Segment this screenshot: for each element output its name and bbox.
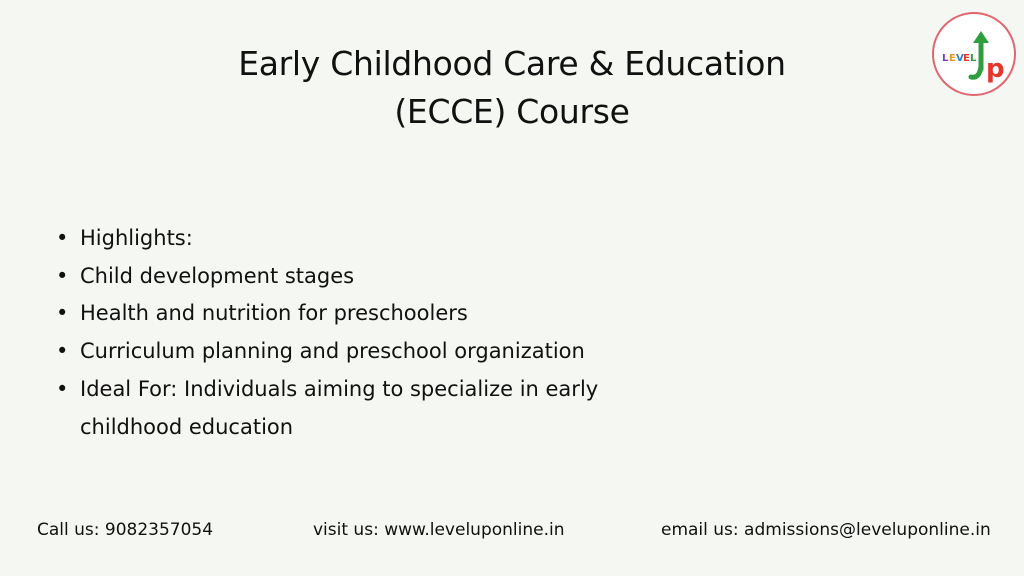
svg-text:E: E [963, 53, 970, 64]
page-title-line-1: Early Childhood Care & Education [238, 44, 786, 83]
list-item-text: Curriculum planning and preschool organization [80, 339, 585, 364]
list-item [56, 220, 656, 258]
page-title-line-2: (ECCE) Course [394, 92, 630, 131]
svg-text:E: E [949, 53, 956, 64]
bullet-icon: • [56, 226, 69, 250]
bullet-icon: • [56, 263, 69, 288]
svg-text:p: p [986, 54, 1005, 84]
highlights-list [56, 220, 656, 446]
visit-us-text: visit us: www.leveluponline.in [313, 520, 565, 540]
bullet-icon: • [56, 339, 69, 364]
svg-text:L: L [942, 53, 949, 64]
list-item-text: Highlights: [80, 226, 193, 250]
list-item [56, 333, 656, 371]
list-item-text: Health and nutrition for preschoolers [80, 301, 468, 326]
list-item-text: Child development stages [80, 263, 355, 288]
list-item [56, 258, 656, 296]
call-us-text: Call us: 9082357054 [37, 520, 214, 540]
list-item [56, 295, 656, 333]
svg-text:V: V [956, 53, 964, 64]
page-title [0, 40, 1024, 136]
list-item-text: Ideal For: Individuals aiming to specialize in early childhood education [80, 376, 599, 439]
email-us-text: email us: admissions@leveluponline.in [661, 520, 991, 540]
contact-footer [0, 517, 1024, 543]
svg-text:L: L [970, 53, 977, 64]
bullet-icon: • [56, 301, 69, 326]
bullet-icon: • [56, 376, 69, 401]
list-item [56, 371, 656, 446]
levelup-logo [931, 11, 1017, 97]
